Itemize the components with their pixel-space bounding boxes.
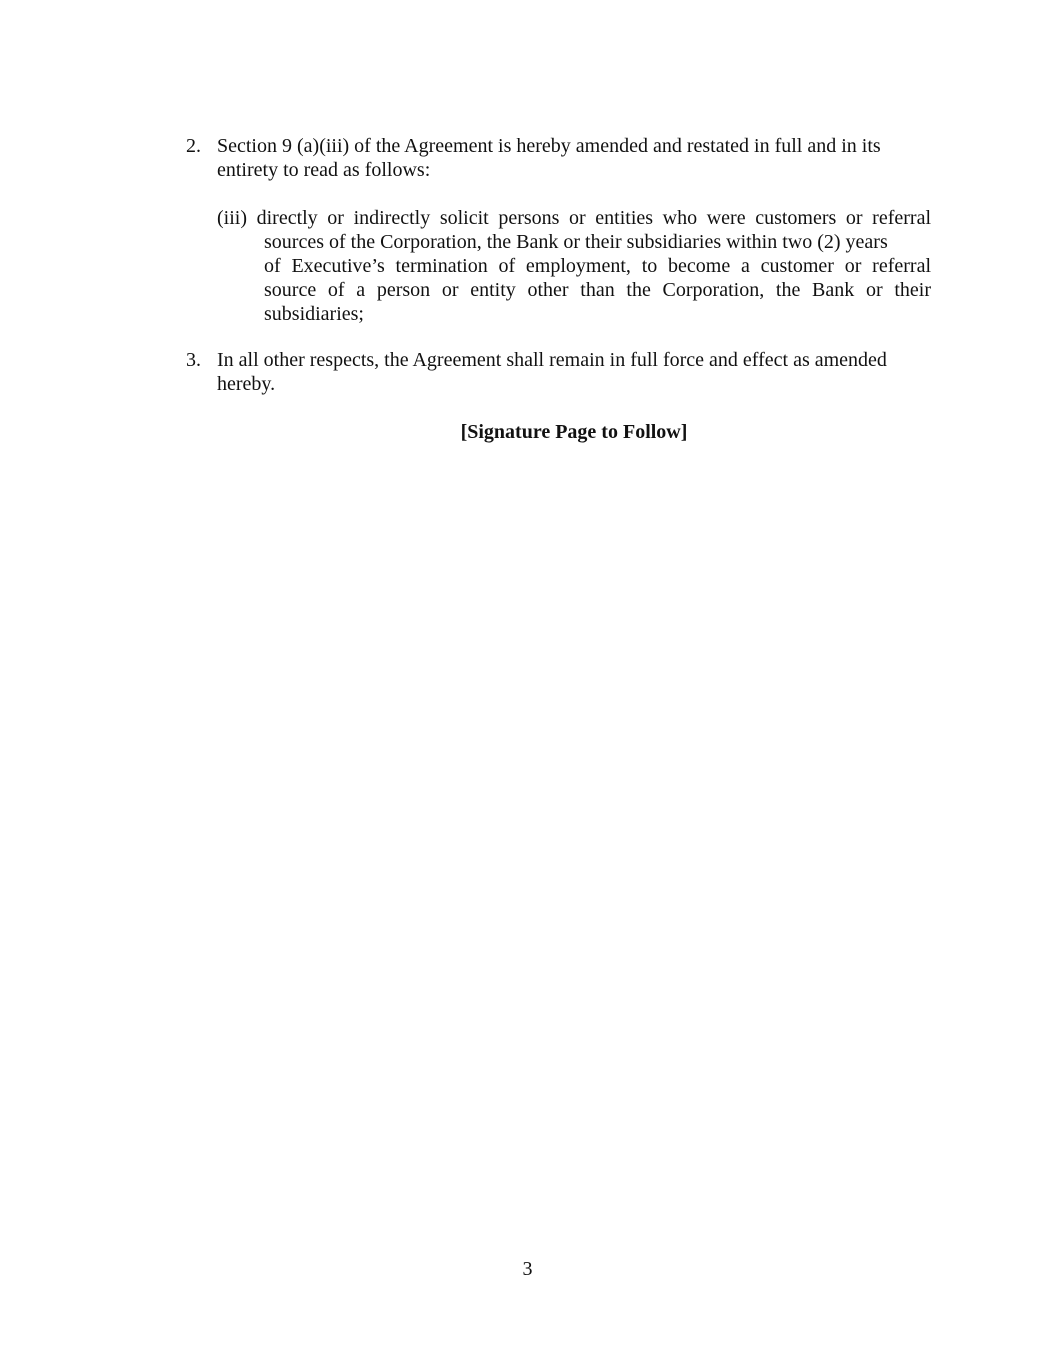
section-item-2 xyxy=(186,134,931,182)
subclause-line: sources of the Corporation, the Bank or their subsidiaries within two (2) years xyxy=(264,231,888,253)
subclause-line: (iii) directly or indirectly solicit persons or entities who were customers or referral xyxy=(217,207,931,229)
subclause-iii xyxy=(217,206,931,326)
subclause-line: of Executive’s termination of employment, to become a customer or referral xyxy=(264,255,931,277)
item-line: In all other respects, the Agreement shall remain in full force and effect as amended xyxy=(217,349,887,371)
item-line: entirety to read as follows: xyxy=(217,159,431,181)
page-number: 3 xyxy=(522,1258,533,1280)
subclause-line: subsidiaries; xyxy=(264,303,364,325)
section-item-3 xyxy=(186,348,931,396)
item-text xyxy=(217,348,931,396)
subclause-line: source of a person or entity other than the Corporation, the Bank or their xyxy=(264,279,931,301)
item-line: hereby. xyxy=(217,373,276,395)
signature-page-note: [Signature Page to Follow] xyxy=(460,421,688,443)
item-number: 3. xyxy=(186,349,201,371)
item-text xyxy=(217,134,931,182)
item-line: Section 9 (a)(iii) of the Agreement is hereby amended and restated in full and in its xyxy=(217,135,881,157)
item-number: 2. xyxy=(186,135,201,157)
